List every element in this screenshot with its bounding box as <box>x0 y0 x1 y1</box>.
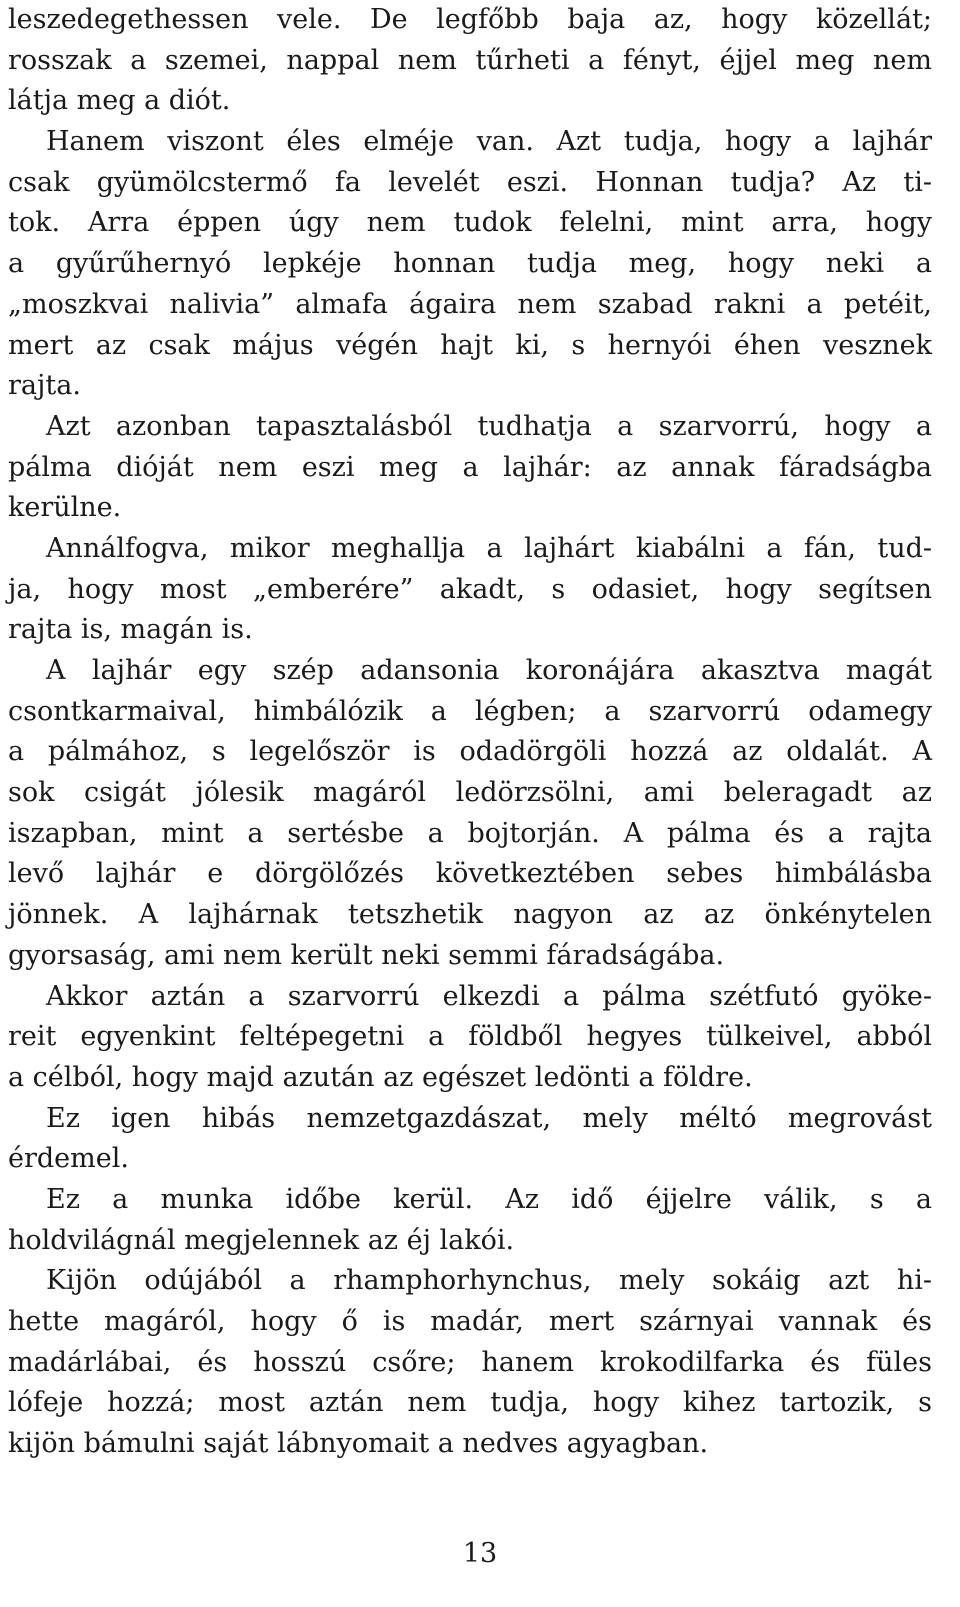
text-line: iszapban, mint a sertésbe a bojtorján. A pálma és a rajta <box>8 817 932 849</box>
text-line: a gyűrűhernyó lepkéje honnan tudja meg, hogy neki a <box>8 248 932 280</box>
text-line: csontkarmaival, himbálózik a légben; a szarvorrú odamegy <box>8 695 932 727</box>
text-line: „moszkvai nalivia” almafa ágaira nem szabad rakni a petéit, <box>8 288 932 320</box>
text-line: reit egyenkint feltépegetni a földből hegyes tülkeivel, abból <box>8 1021 932 1053</box>
text-line: rajta is, magán is. <box>8 614 253 646</box>
text-line: Hanem viszont éles elméje van. Azt tudja, hogy a lajhár <box>46 126 932 158</box>
text-line: gyorsaság, ami nem került neki semmi fáradságába. <box>8 939 725 971</box>
page-number: 13 <box>462 1538 498 1569</box>
text-line: rosszak a szemei, nappal nem tűrheti a fényt, éjjel meg nem <box>8 44 932 76</box>
text-line: mert az csak május végén hajt ki, s hernyói éhen vesznek <box>8 329 932 361</box>
text-line: Azt azonban tapasztalásból tudhatja a szarvorrú, hogy a <box>46 410 932 442</box>
text-line: a célból, hogy majd azután az egészet ledönti a földre. <box>8 1061 753 1093</box>
text-line: tok. Arra éppen úgy nem tudok felelni, mint arra, hogy <box>8 207 932 239</box>
text-line: Akkor aztán a szarvorrú elkezdi a pálma szétfutó gyöke- <box>46 980 932 1012</box>
text-line: ja, hogy most „emberére” akadt, s odasiet, hogy segítsen <box>8 573 932 605</box>
text-line: hette magáról, hogy ő is madár, mert szárnyai vannak és <box>8 1306 932 1337</box>
text-line: Kijön odújából a rhamphorhynchus, mely sokáig azt hi- <box>46 1265 932 1297</box>
text-line: Ez igen hibás nemzetgazdászat, mely méltó megrovást <box>46 1102 932 1134</box>
text-line: Annálfogva, mikor meghallja a lajhárt kiabálni a fán, tud- <box>46 532 932 564</box>
text-line: sok csigát jólesik magáról ledörzsölni, ami beleragadt az <box>8 777 932 809</box>
page-body <box>8 0 932 1465</box>
text-line: A lajhár egy szép adansonia koronájára akasztva magát <box>46 655 932 686</box>
text-line: jönnek. A lajhárnak tetszhetik nagyon az az önkénytelen <box>8 899 932 931</box>
text-line: holdvilágnál megjelennek az éj lakói. <box>8 1224 515 1256</box>
text-line: a pálmához, s legelőször is odadörgöli hozzá az oldalát. A <box>8 736 932 768</box>
text-line: leszedegethessen vele. De legfőbb baja az, hogy közellát; <box>8 4 932 35</box>
text-line: rajta. <box>8 370 81 402</box>
text-line: csak gyümölcstermő fa levelét eszi. Honnan tudja? Az ti- <box>8 166 932 198</box>
text-line: kerülne. <box>8 492 122 524</box>
text-line: Ez a munka időbe kerül. Az idő éjjelre válik, s a <box>46 1183 932 1215</box>
text-line: kijön bámulni saját lábnyomait a nedves agyagban. <box>8 1428 709 1460</box>
text-line: madárlábai, és hosszú csőre; hanem krokodilfarka és füles <box>8 1346 932 1378</box>
text-line: látja meg a diót. <box>8 85 231 117</box>
text-line: pálma dióját nem eszi meg a lajhár: az annak fáradságba <box>8 451 932 483</box>
text-line: érdemel. <box>8 1143 129 1175</box>
text-line: levő lajhár e dörgölőzés következtében sebes himbálásba <box>8 858 932 890</box>
text-line: lófeje hozzá; most aztán nem tudja, hogy kihez tartozik, s <box>8 1387 932 1419</box>
